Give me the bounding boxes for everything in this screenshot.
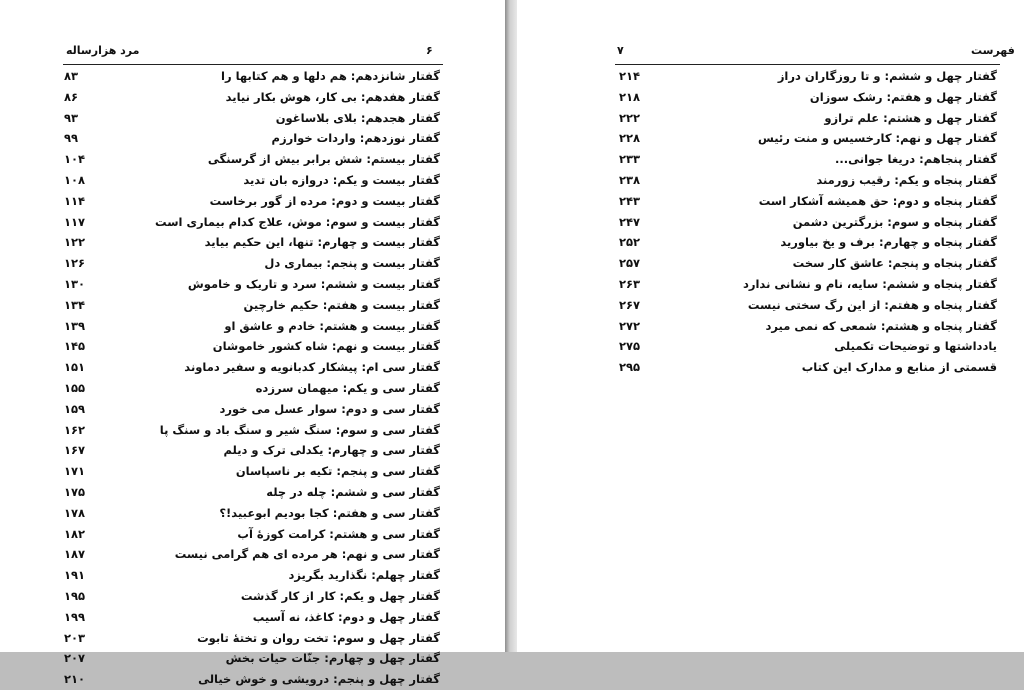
toc-entry-page: ۱۴۵ <box>64 339 86 354</box>
toc-entry-page: ۲۱۴ <box>619 69 641 83</box>
toc-entry-page: ۱۲۶ <box>64 256 86 271</box>
toc-entry-title: یادداشتها و توضیحات تکمیلی <box>834 339 997 354</box>
toc-entry <box>64 336 440 357</box>
toc-entry-page: ۲۴۷ <box>619 214 641 229</box>
toc-entry <box>64 66 440 87</box>
toc-entry-page: ۱۶۲ <box>64 422 86 437</box>
toc-entry-title: گفتار سی و نهم: هر مرده ای هم گرامی نیست <box>174 547 440 562</box>
toc-entry <box>64 628 440 649</box>
toc-entry <box>64 648 440 669</box>
toc-entry-title: گفتار بیست و پنجم: بیماری دل <box>264 256 440 271</box>
toc-entry-title: گفتار سی ام: پیشکار کدبانویه و سفیر دماوند <box>184 360 440 375</box>
toc-entry-page: ۱۹۹ <box>64 609 86 624</box>
toc-entry <box>619 128 997 149</box>
toc-entry <box>64 295 440 316</box>
toc-entry-title: گفتار چهل و پنجم: درویشی و خوش خیالی <box>198 672 440 687</box>
toc-entry-page: ۱۳۹ <box>64 318 86 333</box>
toc-entry-page: ۱۰۴ <box>64 152 86 167</box>
toc-entry <box>64 316 440 337</box>
toc-entry-title: گفتار نوزدهم: واردات خوارزم <box>271 131 440 146</box>
toc-entry <box>64 149 440 170</box>
toc-entry-title: گفتار هجدهم: بلای بلاساغون <box>275 110 440 125</box>
toc-entry-title: گفتار چهل و هشتم: علم ترازو <box>824 110 997 125</box>
toc-entry-title: گفتار هفدهم: بی کار، هوش بکار نیاید <box>225 89 440 104</box>
toc-entry <box>64 503 440 524</box>
toc-entry-page: ۱۷۱ <box>64 464 86 479</box>
toc-entry-title: گفتار بیستم: شش برابر بیش از گرسنگی <box>207 152 440 167</box>
toc-entry-title: گفتار چهل و نهم: کارخسیس و منت رئیس <box>757 131 997 146</box>
toc-entry-title: گفتار پنجاه و پنجم: عاشق کار سخت <box>792 256 997 271</box>
toc-entry-page: ۲۷۵ <box>619 339 641 354</box>
right-page-number: ۷ <box>617 44 624 57</box>
toc-entry <box>619 336 997 357</box>
toc-entry-title: گفتار بیست و چهارم: تنها، این حکیم بیاید <box>204 235 440 250</box>
toc-entry-page: ۲۷۲ <box>619 318 641 333</box>
toc-entry <box>64 524 440 545</box>
toc-entry-title: گفتار سی و هفتم: کجا بودیم ابوعبید!؟ <box>219 505 440 520</box>
toc-entry-title: گفتار بیست و هفتم: حکیم خارچین <box>243 297 440 312</box>
toc-entry <box>619 87 997 108</box>
toc-entry-title: گفتار چهل و چهارم: جنّات حیات بخش <box>225 651 440 666</box>
toc-entry-page: ۱۵۱ <box>64 360 86 375</box>
toc-entry <box>64 87 440 108</box>
toc-entry-page: ۸۶ <box>64 89 79 104</box>
toc-entry-title: گفتار پنجاهم: دریغا جوانی... <box>835 152 997 167</box>
toc-entry <box>64 253 440 274</box>
toc-entry <box>64 399 440 420</box>
toc-entry-page: ۱۰۸ <box>64 172 86 187</box>
toc-entry-page: ۲۳۳ <box>619 152 641 167</box>
toc-entry <box>64 232 440 253</box>
toc-entry-page: ۲۰۷ <box>64 651 86 666</box>
toc-entry-page: ۱۱۷ <box>64 214 86 229</box>
right-running-title: فهرست <box>971 44 1015 57</box>
toc-entry-page: ۱۱۴ <box>64 193 86 208</box>
book-gutter <box>505 0 517 652</box>
toc-entry-page: ۲۵۷ <box>619 256 641 271</box>
header-rule <box>615 64 1000 65</box>
toc-entry <box>619 232 997 253</box>
toc-entry-page: ۸۳ <box>64 69 79 83</box>
toc-entry <box>64 378 440 399</box>
toc-entry-page: ۱۷۸ <box>64 505 86 520</box>
toc-entry <box>619 357 997 378</box>
toc-entry <box>64 128 440 149</box>
toc-entry-page: ۹۳ <box>64 110 79 125</box>
toc-entry <box>619 274 997 295</box>
toc-entry-title: گفتار سی و دوم: سوار عسل می خورد <box>219 401 440 416</box>
toc-entry-title: گفتار پنجاه و یکم: رقیب زورمند <box>816 172 997 187</box>
toc-entry-title: گفتار پنجاه و هشتم: شمعی که نمی میرد <box>765 318 997 333</box>
left-page-number: ۶ <box>426 44 433 57</box>
toc-entry-title: گفتار سی و سوم: سنگ شیر و سنگ باد و سنگ پا <box>159 422 440 437</box>
toc-entry-page: ۱۶۷ <box>64 443 86 458</box>
toc-entry <box>64 482 440 503</box>
toc-entry-title: گفتار بیست و نهم: شاه کشور خاموشان <box>212 339 440 354</box>
toc-entry-page: ۲۶۷ <box>619 297 641 312</box>
toc-entry-page: ۱۲۲ <box>64 235 86 250</box>
toc-entry <box>64 170 440 191</box>
toc-entry <box>64 544 440 565</box>
toc-entry <box>619 316 997 337</box>
toc-entry <box>619 295 997 316</box>
toc-entry-title: گفتار پنجاه و چهارم: برف و یخ بیاورید <box>780 235 997 250</box>
toc-entry-title: گفتار چهل و یکم: کار از کار گذشت <box>240 588 440 603</box>
toc-entry <box>619 191 997 212</box>
toc-entry-title: گفتار سی و یکم: میهمان سرزده <box>255 380 440 395</box>
toc-entry-page: ۱۳۴ <box>64 297 86 312</box>
toc-entry-page: ۱۸۲ <box>64 526 86 541</box>
toc-entry-title: گفتار چهل و دوم: کاغذ، نه آسیب <box>252 609 440 624</box>
toc-entry <box>64 191 440 212</box>
toc-entry-page: ۱۳۰ <box>64 276 86 291</box>
toc-entry <box>64 461 440 482</box>
toc-entry-page: ۲۳۸ <box>619 172 641 187</box>
toc-entry <box>619 170 997 191</box>
toc-entry-title: گفتار بیست و هشتم: خادم و عاشق او <box>224 318 440 333</box>
toc-entry-title: گفتار بیست و ششم: سرد و تاریک و خاموش <box>187 276 440 291</box>
toc-entry <box>619 108 997 129</box>
toc-entry-page: ۱۵۵ <box>64 380 86 395</box>
toc-entry-title: گفتار چهل و هفتم: رشک سوزان <box>809 89 997 104</box>
toc-entry-title: گفتار چهلم: نگذارید بگریزد <box>288 568 440 583</box>
toc-entry-page: ۲۲۸ <box>619 131 641 146</box>
toc-entry-title: گفتار سی و پنجم: تکیه بر ناسپاسان <box>235 464 440 479</box>
toc-list <box>64 66 440 690</box>
toc-entry <box>619 253 997 274</box>
left-page <box>0 0 505 687</box>
toc-entry <box>64 586 440 607</box>
toc-entry-page: ۲۱۰ <box>64 672 86 687</box>
toc-entry-page: ۲۱۸ <box>619 89 641 104</box>
toc-entry-page: ۲۰۳ <box>64 630 86 645</box>
toc-entry-title: گفتار سی و ششم: چله در چله <box>266 484 440 499</box>
toc-entry-title: گفتار شانزدهم: هم دلها و هم کتابها را <box>221 69 440 83</box>
toc-entry <box>619 149 997 170</box>
toc-entry-page: ۱۹۵ <box>64 588 86 603</box>
toc-entry <box>64 669 440 690</box>
toc-entry <box>64 212 440 233</box>
header-rule <box>63 64 443 65</box>
toc-entry-title: گفتار پنجاه و سوم: بزرگترین دشمن <box>792 214 997 229</box>
toc-entry-page: ۲۲۲ <box>619 110 641 125</box>
toc-entry-title: گفتار بیست و دوم: مرده از گور برخاست <box>209 193 440 208</box>
toc-entry-page: ۲۴۳ <box>619 193 641 208</box>
toc-entry <box>64 108 440 129</box>
toc-entry-title: گفتار پنجاه و ششم: سایه، نام و نشانی ندارد <box>742 276 997 291</box>
toc-entry <box>64 607 440 628</box>
toc-entry-page: ۱۷۵ <box>64 484 86 499</box>
toc-entry-page: ۲۹۵ <box>619 360 641 375</box>
toc-entry-page: ۲۶۳ <box>619 276 641 291</box>
toc-entry-title: گفتار چهل و ششم: و تا روزگاران دراز <box>777 69 997 83</box>
toc-entry-title: گفتار پنجاه و هفتم: از این رگ سختی نیست <box>747 297 997 312</box>
toc-entry-title: گفتار بیست و سوم: موش، علاج کدام بیماری است <box>155 214 440 229</box>
toc-entry-title: گفتار سی و چهارم: یکدلی ترک و دیلم <box>223 443 440 458</box>
toc-entry-page: ۲۵۲ <box>619 235 641 250</box>
toc-entry <box>64 440 440 461</box>
toc-entry <box>619 212 997 233</box>
right-page <box>517 0 1024 652</box>
toc-entry-page: ۱۵۹ <box>64 401 86 416</box>
toc-entry-title: گفتار سی و هشتم: کرامت کوزهٔ آب <box>237 526 440 541</box>
left-running-title: مرد هزارساله <box>66 44 140 57</box>
toc-entry-page: ۱۸۷ <box>64 547 86 562</box>
toc-entry-title: قسمتی از منابع و مدارک این کتاب <box>801 360 997 375</box>
toc-entry <box>619 66 997 87</box>
toc-entry-title: گفتار پنجاه و دوم: حق همیشه آشکار است <box>758 193 997 208</box>
toc-entry-title: گفتار چهل و سوم: تخت روان و تختهٔ تابوت <box>197 630 440 645</box>
toc-entry <box>64 274 440 295</box>
toc-entry <box>64 565 440 586</box>
toc-entry-title: گفتار بیست و یکم: دروازه بان تدید <box>243 172 440 187</box>
toc-list <box>619 66 997 378</box>
toc-entry <box>64 357 440 378</box>
toc-entry <box>64 420 440 441</box>
toc-entry-page: ۹۹ <box>64 131 79 146</box>
toc-entry-page: ۱۹۱ <box>64 568 86 583</box>
